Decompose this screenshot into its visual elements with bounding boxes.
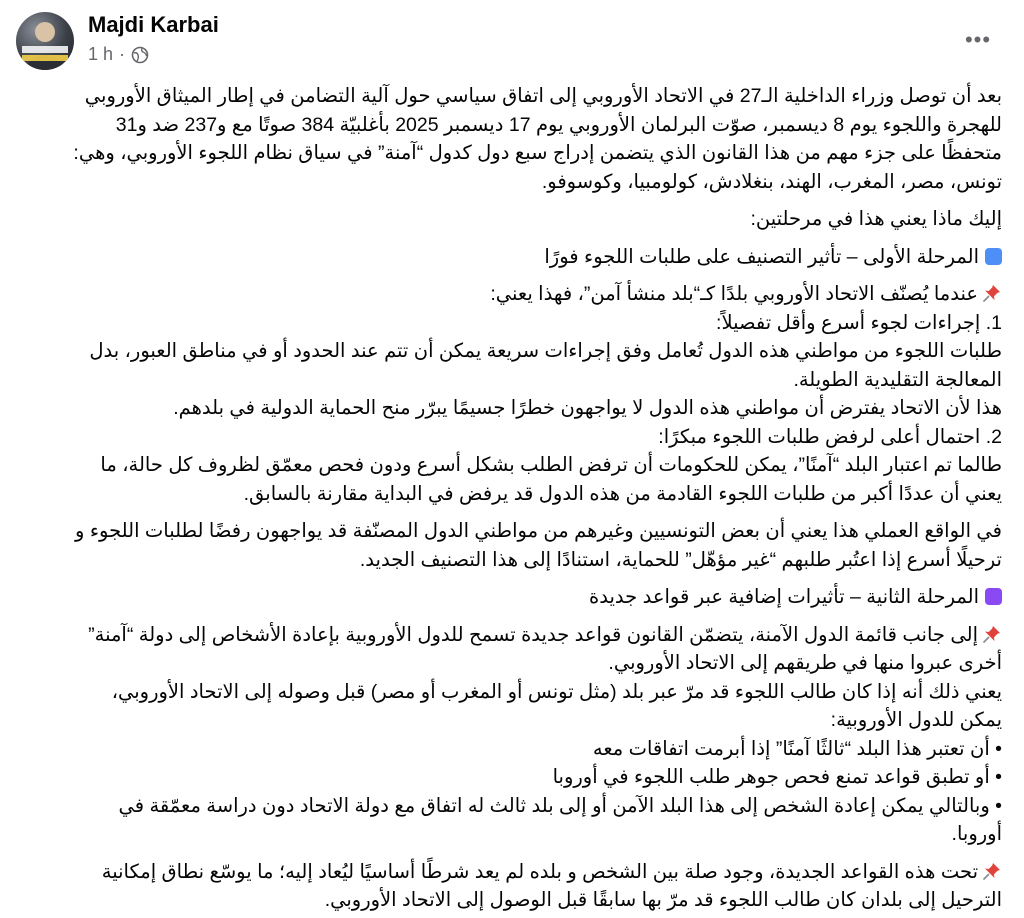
pin-paragraph-3 xyxy=(18,858,1002,887)
author-name[interactable]: Majdi Karbai xyxy=(88,12,219,37)
post-line: 1. إجراءات لجوء أسرع وأقل تفصيلاً: xyxy=(716,311,1002,334)
post-time[interactable]: 1 h xyxy=(88,44,114,64)
post-line: في الواقع العملي هذا يعني أن بعض التونسيين وغيرهم من مواطني الدول المصنّفة قد يواجهون رفضًا لطلبات اللجوء و xyxy=(75,520,1002,542)
phase1-heading xyxy=(18,243,1002,272)
pin-paragraph-1 xyxy=(18,280,1002,309)
pushpin-icon xyxy=(982,624,1002,644)
bullet-item: • أو تطبق قواعد تمنع فحص جوهر طلب اللجوء في أوروبا xyxy=(552,766,1002,788)
post-line: يعني أن عددًا أكبر من طلبات اللجوء القادمة من هذه الدول قد يرفض في البداية مقارنة بالسابق. xyxy=(243,482,1002,505)
bullet-item: • أن تعتبر هذا البلد “ثالثًا آمنًا” إذا أبرمت اتفاقات معه xyxy=(592,737,1002,760)
meta-separator: · xyxy=(119,44,126,64)
phase1-title: المرحلة الأولى – تأثير التصنيف على طلبات اللجوء فورًا xyxy=(544,245,979,268)
post-line: أخرى عبروا منها في طريقهم إلى الاتحاد الأوروبي. xyxy=(608,652,1002,674)
pin-paragraph-2 xyxy=(18,621,1002,650)
post-line: 2. احتمال أعلى لرفض طلبات اللجوء مبكرًا: xyxy=(658,425,1002,448)
post-line: ترحيلًا أسرع إذا اعتُبر طلبهم “غير مؤهّل” للحماية، استنادًا إلى هذا التصنيف الجديد. xyxy=(359,548,1002,571)
bullet-item: • وبالتالي يمكن إعادة الشخص إلى هذا البلد الآمن أو إلى بلد ثالث له اتفاق مع دولة الاتحاد دون دراسة معمّقة في xyxy=(118,794,1002,817)
post-line: المعالجة التقليدية الطويلة. xyxy=(793,368,1002,391)
post-line: يمكن للدول الأوروبية: xyxy=(830,709,1002,731)
phase2-title: المرحلة الثانية – تأثيرات إضافية عبر قواعد جديدة xyxy=(589,586,979,608)
post-meta xyxy=(88,44,149,65)
pushpin-icon xyxy=(982,283,1002,303)
post-line: الترحيل إلى بلدان كان طالب اللجوء قد مرّ بها سابقًا قبل الوصول إلى الاتحاد الأوروبي. xyxy=(324,889,1002,911)
purple-square-icon xyxy=(985,588,1002,605)
phase2-heading xyxy=(18,583,1002,612)
globe-icon[interactable] xyxy=(131,46,149,64)
post-line: طلبات اللجوء من مواطني هذه الدول تُعامل وفق إجراءات سريعة يمكن أن تتم عند الحدود أو في مناطق العبور، بدل xyxy=(89,340,1002,362)
blue-square-icon xyxy=(985,248,1002,265)
post-line: تونس، مصر، المغرب، الهند، بنغلادش، كولومبيا، وكوسوفو. xyxy=(541,170,1002,193)
post-line: للهجرة واللجوء يوم 8 ديسمبر، صوّت البرلمان الأوروبي يوم 17 ديسمبر 2025 بأغلبيّة 384 صوتًا مع و237 ضد و31 xyxy=(115,113,1002,136)
post-line: طالما تم اعتبار البلد “آمنًا”، يمكن للحكومات أن ترفض الطلب بشكل أسرع ودون فحص معمّق لظروف كل حالة، ما xyxy=(100,454,1002,476)
pin-text: إلى جانب قائمة الدول الآمنة، يتضمّن القانون قواعد جديدة تسمح للدول الأوروبية بإعادة الأشخاص إلى دولة “آمنة” xyxy=(88,623,978,646)
pin-text: عندما يُصنّف الاتحاد الأوروبي بلدًا كـ“بلد منشأ آمن”، فهذا يعني: xyxy=(490,283,978,305)
post-line: هذا لأن الاتحاد يفترض أن مواطني هذه الدول لا يواجهون خطرًا جسيمًا يبرّر منح الحماية الدولية في بلدهم. xyxy=(173,397,1002,419)
pushpin-icon xyxy=(982,861,1002,881)
post-line: بعد أن توصل وزراء الداخلية الـ27 في الاتحاد الأوروبي إلى اتفاق سياسي حول آلية التضامن في إطار الميثاق الأوروبي xyxy=(84,85,1002,107)
pin-text: تحت هذه القواعد الجديدة، وجود صلة بين الشخص و بلده لم يعد شرطًا أساسيًا ليُعاد إليه؛ ما يوسّع نطاق إمكانية xyxy=(101,860,978,883)
post-line: يعني ذلك أنه إذا كان طالب اللجوء قد مرّ عبر بلد (مثل تونس أو المغرب أو مصر) قبل وصوله إلى الاتحاد الأوروبي، xyxy=(111,680,1002,703)
post-body xyxy=(18,82,1002,915)
post-line: متحفظًا على جزء مهم من هذا القانون الذي يتضمن إدراج سبع دول كدول “آمنة” في سياق نظام اللجوء الأوروبي، وهي: xyxy=(73,142,1002,164)
avatar[interactable] xyxy=(16,12,74,70)
avatar-image xyxy=(16,12,74,70)
post-line: أوروبا. xyxy=(951,823,1002,845)
post-line: إليك ماذا يعني هذا في مرحلتين: xyxy=(750,208,1002,230)
post-header xyxy=(0,0,1024,80)
more-options-icon[interactable]: ••• xyxy=(964,27,992,52)
